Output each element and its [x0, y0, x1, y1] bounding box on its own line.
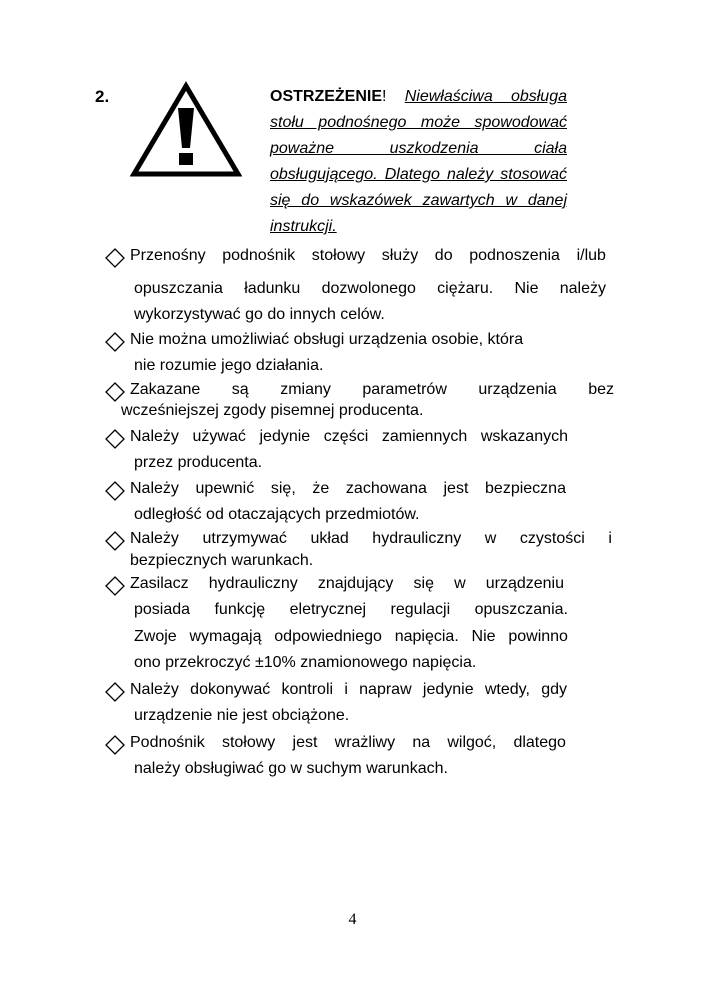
word: opuszczania. — [474, 601, 568, 618]
word: i — [344, 681, 348, 698]
bullet-line — [130, 681, 567, 699]
word: i/lub — [576, 247, 606, 264]
word: stołowy — [221, 734, 276, 751]
bullet-line: odległość od otaczających przedmiotów. — [134, 506, 420, 523]
word: Podnośnik — [130, 734, 205, 751]
bullet-line: ono przekroczyć ±10% znamionowego napięcia. — [134, 654, 477, 671]
word: się — [413, 575, 434, 592]
bullet-line: należy obsługiwać go w suchym warunkach. — [134, 760, 448, 777]
warning-body: Niewłaściwa obsługa stołu podnośnego może spowodować poważne uszkodzenia ciała obsługującego. Dlatego należy stosować się do wskazówek zawartych w danej instrukcji. — [270, 88, 567, 235]
diamond-bullet-icon — [104, 575, 126, 597]
bullet-line — [130, 428, 568, 446]
word: parametrów — [362, 381, 447, 398]
bullet-line: bezpiecznych warunkach. — [130, 552, 314, 569]
section-number: 2. — [95, 87, 110, 106]
word: hydrauliczny — [372, 530, 462, 547]
bullet-line — [130, 381, 614, 399]
word: jedynie — [422, 681, 474, 698]
word: są — [231, 381, 249, 398]
diamond-bullet-icon — [104, 681, 126, 703]
bullet-line — [130, 734, 566, 752]
word: zamiennych — [381, 428, 468, 445]
bullet-line — [134, 601, 568, 619]
word: wrażliwy — [334, 734, 396, 751]
word: kontroli — [281, 681, 334, 698]
word: Zwoje — [134, 628, 177, 645]
word: opuszczania — [134, 280, 223, 297]
word: wtedy, — [484, 681, 530, 698]
word: jedynie — [259, 428, 311, 445]
word: części — [323, 428, 369, 445]
diamond-bullet-icon — [104, 381, 126, 403]
word: regulacji — [390, 601, 451, 618]
page-number: 4 — [348, 911, 357, 928]
bullet-line — [130, 530, 612, 548]
word: odpowiedniego — [274, 628, 382, 645]
word: zachowana — [345, 480, 427, 497]
bullet-line: Nie można umożliwiać obsługi urządzenia osobie, która — [130, 331, 524, 348]
diamond-bullet-icon — [104, 331, 126, 353]
word: Należy — [130, 428, 179, 445]
word: Należy — [130, 480, 179, 497]
bullet-line: wykorzystywać go do innych celów. — [134, 306, 385, 323]
diamond-bullet-icon — [104, 530, 126, 552]
word: Przenośny — [130, 247, 206, 264]
word: upewnić — [195, 480, 255, 497]
word: stołowy — [311, 247, 366, 264]
word: hydrauliczny — [208, 575, 298, 592]
bullet-line — [130, 247, 606, 265]
word: bezpieczna — [485, 480, 566, 497]
word: jest — [292, 734, 318, 751]
word: zmiany — [280, 381, 331, 398]
word: posiada — [134, 601, 191, 618]
word: i — [608, 530, 612, 547]
word: używać — [192, 428, 246, 445]
word: że — [312, 480, 330, 497]
word: utrzymywać — [202, 530, 287, 547]
word: napraw — [359, 681, 412, 698]
bullet-line: przez producenta. — [134, 454, 263, 471]
bullet-line — [130, 575, 564, 593]
word: w — [454, 575, 466, 592]
word: do — [434, 247, 453, 264]
word: urządzeniu — [485, 575, 564, 592]
word: ciężaru. — [437, 280, 494, 297]
word: eletrycznej — [289, 601, 367, 618]
word: bez — [588, 381, 614, 398]
word: Nie — [514, 280, 539, 297]
word: na — [412, 734, 431, 751]
word: układ — [310, 530, 349, 547]
word: ładunku — [244, 280, 301, 297]
warning-exclamation: ! — [382, 88, 387, 105]
word: urządzenia — [478, 381, 557, 398]
diamond-bullet-icon — [104, 480, 126, 502]
word: Zakazane — [130, 381, 201, 398]
word: Zasilacz — [130, 575, 189, 592]
word: podnoszenia — [469, 247, 560, 264]
word: jest — [443, 480, 469, 497]
bullet-line: nie rozumie jego działania. — [134, 357, 324, 374]
word: dokonywać — [190, 681, 271, 698]
bullet-line — [134, 280, 606, 298]
word: służy — [381, 247, 419, 264]
word: wymagają — [189, 628, 262, 645]
word: wilgoć, — [447, 734, 497, 751]
word: znajdujący — [317, 575, 394, 592]
word: napięcia. — [394, 628, 459, 645]
word: Należy — [130, 530, 179, 547]
bullet-line — [134, 628, 568, 646]
diamond-bullet-icon — [104, 734, 126, 756]
word: funkcję — [214, 601, 266, 618]
word: się, — [270, 480, 296, 497]
bullet-line: urządzenie nie jest obciążone. — [134, 707, 350, 724]
word: gdy — [541, 681, 567, 698]
word: powinno — [508, 628, 568, 645]
word: wskazanych — [480, 428, 568, 445]
bullet-line: wcześniejszej zgody pisemnej producenta. — [121, 402, 424, 419]
word: podnośnik — [222, 247, 296, 264]
word: Należy — [130, 681, 179, 698]
word: Nie — [471, 628, 496, 645]
word: dlatego — [513, 734, 566, 751]
word: w — [484, 530, 497, 547]
warning-label: OSTRZEŻENIE — [270, 88, 383, 105]
word: czystości — [519, 530, 585, 547]
diamond-bullet-icon — [104, 428, 126, 450]
word: należy — [559, 280, 606, 297]
word: dozwolonego — [321, 280, 416, 297]
diamond-bullet-icon — [104, 247, 126, 269]
bullet-line — [130, 480, 566, 498]
